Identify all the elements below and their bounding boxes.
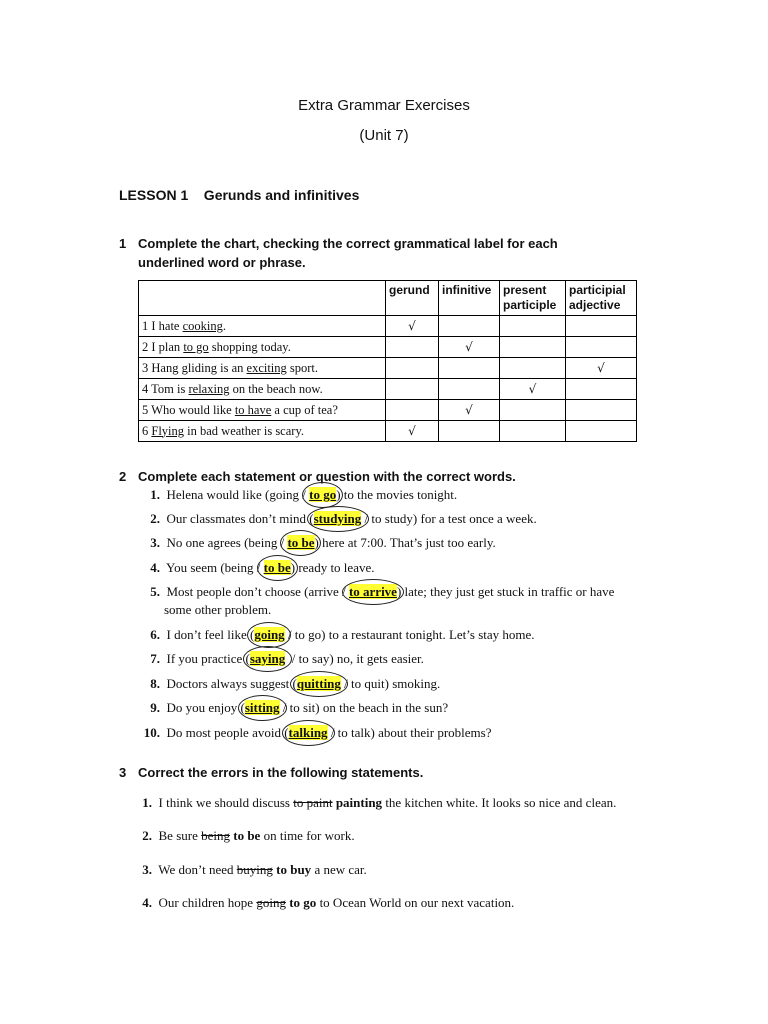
item-text: ) here at 7:00. That’s just too early. bbox=[314, 535, 496, 550]
chart-check-cell bbox=[439, 421, 500, 442]
item-text: / to sit) on the beach in the sun? bbox=[279, 700, 449, 715]
item-text: the kitchen white. It looks so nice and clean. bbox=[382, 795, 617, 810]
ex2-item bbox=[136, 535, 496, 551]
underlined-word: to have bbox=[234, 402, 272, 417]
chart-header-blank bbox=[139, 281, 386, 316]
underlined-word: to go bbox=[183, 339, 209, 354]
chart-check-cell bbox=[500, 337, 566, 358]
sentence-text: in bad weather is scary. bbox=[184, 423, 305, 438]
sentence-text: sport. bbox=[286, 360, 319, 375]
unit-label: (Unit 7) bbox=[359, 127, 409, 144]
chart-row bbox=[139, 358, 637, 379]
chart-row-sentence bbox=[139, 316, 386, 337]
item-text: You seem (being / bbox=[166, 560, 264, 575]
chart-check-cell bbox=[500, 358, 566, 379]
sentence-text: . bbox=[222, 318, 227, 333]
sentence-text: a cup of tea? bbox=[271, 402, 338, 417]
answer-circle bbox=[247, 622, 291, 648]
struck-word: being bbox=[201, 828, 230, 843]
sentence-text: on the beach now. bbox=[229, 381, 323, 396]
answer-circle bbox=[307, 506, 369, 532]
chart-row bbox=[139, 316, 637, 337]
answer-highlight: to be bbox=[264, 560, 291, 575]
item-number: 8. bbox=[150, 676, 160, 691]
answer-highlight: talking bbox=[289, 725, 328, 740]
item-number: 2. bbox=[150, 511, 160, 526]
chart-check-cell bbox=[500, 421, 566, 442]
ex1-instruction-line2: underlined word or phrase. bbox=[138, 255, 306, 270]
item-number: 2. bbox=[142, 828, 152, 843]
check-mark-icon: √ bbox=[597, 361, 605, 375]
item-text: Our children hope bbox=[158, 895, 257, 910]
ex2-item bbox=[136, 560, 374, 576]
item-text: / to quit) smoking. bbox=[340, 676, 441, 691]
item-text: / to go) to a restaurant tonight. Let’s stay home. bbox=[284, 627, 535, 642]
underlined-word: Flying bbox=[151, 423, 185, 438]
ex2-item bbox=[136, 584, 614, 600]
check-mark-icon: √ bbox=[465, 403, 473, 417]
ex2-item bbox=[136, 627, 535, 643]
chart-row-sentence bbox=[139, 379, 386, 400]
sentence-text: 4 Tom is bbox=[142, 381, 189, 396]
answer-circle bbox=[302, 482, 343, 508]
chart-row bbox=[139, 400, 637, 421]
answer-highlight: to be bbox=[287, 535, 314, 550]
item-text: Helena would like (going / bbox=[166, 487, 310, 502]
ex2-instruction: Complete each statement or question with the correct words. bbox=[138, 469, 516, 484]
ex3-item bbox=[128, 828, 355, 844]
item-number: 4. bbox=[150, 560, 160, 575]
ex2-item bbox=[136, 725, 491, 741]
chart-check-cell bbox=[439, 358, 500, 379]
document-title: Extra Grammar Exercises bbox=[298, 97, 470, 114]
answer-highlight: to arrive bbox=[349, 584, 397, 599]
item-text: We don’t need bbox=[158, 862, 237, 877]
ex3-item bbox=[128, 895, 514, 911]
item-text: I think we should discuss bbox=[158, 795, 294, 810]
struck-word: to paint bbox=[293, 795, 333, 810]
item-number: 6. bbox=[150, 627, 160, 642]
chart-col-gerund: gerund bbox=[386, 281, 439, 316]
correction: painting bbox=[332, 795, 383, 810]
item-number: 3. bbox=[142, 862, 152, 877]
ex2-item bbox=[136, 651, 424, 667]
chart-check-cell bbox=[500, 400, 566, 421]
item-text: / to talk) about their problems? bbox=[327, 725, 492, 740]
chart-row-sentence bbox=[139, 358, 386, 379]
chart-check-cell bbox=[500, 316, 566, 337]
chart-row-sentence bbox=[139, 400, 386, 421]
answer-circle bbox=[342, 579, 404, 605]
chart-check-cell bbox=[439, 400, 500, 421]
item-number: 10. bbox=[143, 725, 160, 740]
item-text: No one agrees (being / bbox=[166, 535, 288, 550]
chart-check-cell bbox=[566, 379, 637, 400]
ex2-number: 2 bbox=[119, 469, 127, 484]
item-text: / to say) no, it gets easier. bbox=[285, 651, 424, 666]
answer-highlight: studying bbox=[314, 511, 362, 526]
ex3-item bbox=[128, 862, 367, 878]
item-number: 5. bbox=[150, 584, 160, 599]
ex2-item bbox=[136, 700, 448, 716]
sentence-text: 2 I plan bbox=[142, 339, 184, 354]
answer-circle bbox=[238, 695, 287, 721]
chart-col-present-participle: present participle bbox=[500, 281, 566, 316]
correction: to be bbox=[230, 828, 261, 843]
chart-check-cell bbox=[386, 358, 439, 379]
item-text: If you practice ( bbox=[166, 651, 250, 666]
item-text: ) ready to leave. bbox=[290, 560, 375, 575]
answer-highlight: saying bbox=[250, 651, 285, 666]
item-text: I don’t feel like ( bbox=[166, 627, 255, 642]
answer-circle bbox=[280, 530, 321, 556]
chart-check-cell bbox=[566, 400, 637, 421]
answer-circle bbox=[243, 646, 292, 672]
item-number: 1. bbox=[142, 795, 152, 810]
item-text: ) late; they just get stuck in traffic or have bbox=[396, 584, 615, 599]
ex3-item bbox=[128, 795, 616, 811]
answer-highlight: going bbox=[254, 627, 284, 642]
lesson-heading: LESSON 1 Gerunds and infinitives bbox=[119, 187, 360, 203]
ex2-item-continuation: some other problem. bbox=[164, 602, 272, 617]
chart-row bbox=[139, 379, 637, 400]
correction: to go bbox=[285, 895, 317, 910]
answer-circle bbox=[290, 671, 348, 697]
struck-word: going bbox=[256, 895, 286, 910]
underlined-word: relaxing bbox=[188, 381, 230, 396]
check-mark-icon: √ bbox=[408, 424, 416, 438]
chart-check-cell bbox=[566, 358, 637, 379]
chart-check-cell bbox=[386, 400, 439, 421]
item-number: 1. bbox=[150, 487, 160, 502]
underlined-word: exciting bbox=[246, 360, 287, 375]
item-text: on time for work. bbox=[260, 828, 355, 843]
chart-check-cell bbox=[439, 316, 500, 337]
ex2-item bbox=[136, 676, 440, 692]
chart-row-sentence bbox=[139, 337, 386, 358]
chart-check-cell bbox=[439, 379, 500, 400]
check-mark-icon: √ bbox=[465, 340, 473, 354]
item-text: to Ocean World on our next vacation. bbox=[316, 895, 515, 910]
chart-check-cell bbox=[386, 337, 439, 358]
item-text: Our classmates don’t mind ( bbox=[166, 511, 314, 526]
item-text: Do most people avoid ( bbox=[166, 725, 289, 740]
answer-highlight: quitting bbox=[297, 676, 341, 691]
item-text: Most people don’t choose (arrive / bbox=[166, 584, 349, 599]
ex2-item bbox=[136, 487, 457, 503]
answer-highlight: to go bbox=[309, 487, 336, 502]
answer-circle bbox=[282, 720, 335, 746]
grammar-chart bbox=[138, 280, 637, 442]
ex2-item bbox=[136, 511, 537, 527]
chart-row bbox=[139, 337, 637, 358]
item-text: Doctors always suggest ( bbox=[166, 676, 297, 691]
correction: to buy bbox=[272, 862, 312, 877]
item-number: 4. bbox=[142, 895, 152, 910]
sentence-text: shopping today. bbox=[208, 339, 291, 354]
item-number: 9. bbox=[150, 700, 160, 715]
item-number: 7. bbox=[150, 651, 160, 666]
ex1-instruction-line1: Complete the chart, checking the correct grammatical label for each bbox=[138, 236, 558, 251]
item-text: Do you enjoy ( bbox=[166, 700, 245, 715]
item-text: a new car. bbox=[311, 862, 367, 877]
item-text: Be sure bbox=[158, 828, 202, 843]
answer-highlight: sitting bbox=[245, 700, 280, 715]
underlined-word: cooking bbox=[182, 318, 223, 333]
chart-check-cell bbox=[500, 379, 566, 400]
chart-row-sentence bbox=[139, 421, 386, 442]
chart-check-cell bbox=[566, 337, 637, 358]
chart-row bbox=[139, 421, 637, 442]
chart-check-cell bbox=[566, 421, 637, 442]
item-text: ) to the movies tonight. bbox=[336, 487, 458, 502]
chart-header-row bbox=[139, 281, 637, 316]
item-text: / to study) for a test once a week. bbox=[361, 511, 537, 526]
chart-check-cell bbox=[386, 316, 439, 337]
chart-check-cell bbox=[386, 379, 439, 400]
sentence-text: 5 Who would like bbox=[142, 402, 235, 417]
ex1-number: 1 bbox=[119, 236, 127, 251]
item-number: 3. bbox=[150, 535, 160, 550]
chart-col-infinitive: infinitive bbox=[439, 281, 500, 316]
check-mark-icon: √ bbox=[528, 382, 537, 396]
chart-check-cell bbox=[386, 421, 439, 442]
sentence-text: 1 I hate bbox=[142, 318, 183, 333]
answer-circle bbox=[257, 555, 298, 581]
chart-check-cell bbox=[566, 316, 637, 337]
check-mark-icon: √ bbox=[408, 319, 416, 333]
ex3-instruction: Correct the errors in the following statements. bbox=[138, 765, 424, 780]
ex3-number: 3 bbox=[119, 765, 127, 780]
chart-check-cell bbox=[439, 337, 500, 358]
sentence-text: 6 bbox=[142, 423, 152, 438]
sentence-text: 3 Hang gliding is an bbox=[142, 360, 247, 375]
chart-col-participial-adjective: participial adjective bbox=[566, 281, 637, 316]
struck-word: buying bbox=[236, 862, 273, 877]
